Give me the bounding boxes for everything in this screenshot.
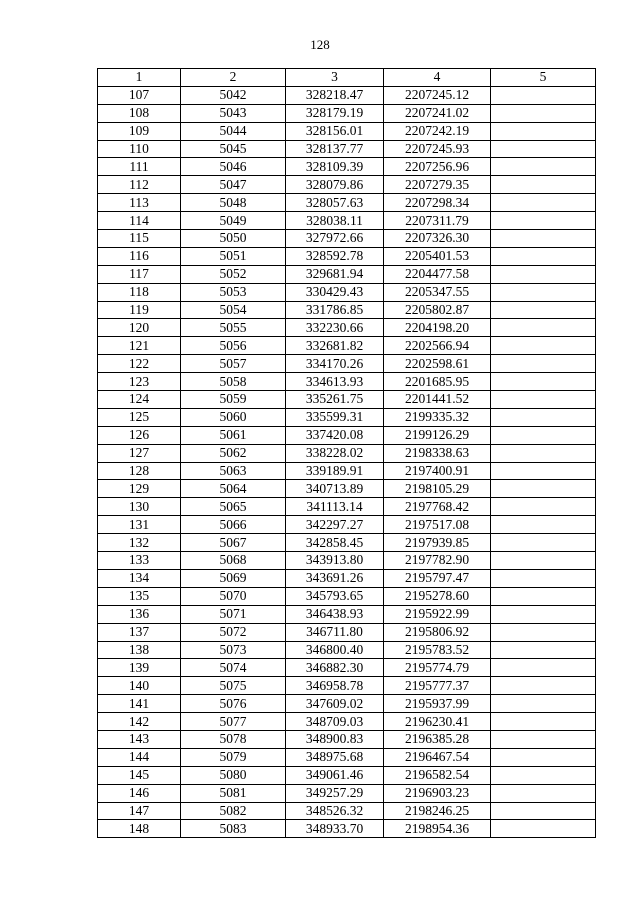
table-cell: 5063 (181, 462, 286, 480)
table-cell: 5052 (181, 265, 286, 283)
table-row (98, 283, 596, 301)
table-cell (491, 212, 596, 230)
table-cell: 2207245.93 (384, 140, 491, 158)
table-cell: 348709.03 (286, 713, 384, 731)
table-cell: 113 (98, 194, 181, 212)
table-cell: 107 (98, 86, 181, 104)
table-cell: 131 (98, 516, 181, 534)
table-cell: 2202598.61 (384, 355, 491, 373)
table-cell: 5069 (181, 569, 286, 587)
table-cell: 2199126.29 (384, 426, 491, 444)
table-cell: 2207298.34 (384, 194, 491, 212)
table-cell: 335599.31 (286, 408, 384, 426)
table-row (98, 247, 596, 265)
table-cell: 2196467.54 (384, 748, 491, 766)
table-cell (491, 373, 596, 391)
table-cell: 5046 (181, 158, 286, 176)
table-cell: 2195783.52 (384, 641, 491, 659)
table-cell: 2202566.94 (384, 337, 491, 355)
table-cell: 5072 (181, 623, 286, 641)
table-cell: 2196385.28 (384, 730, 491, 748)
table-cell: 328057.63 (286, 194, 384, 212)
table-cell: 5062 (181, 444, 286, 462)
table-cell: 109 (98, 122, 181, 140)
table-cell: 5082 (181, 802, 286, 820)
table-cell (491, 784, 596, 802)
table-cell: 330429.43 (286, 283, 384, 301)
table-cell: 2201441.52 (384, 391, 491, 409)
table-cell: 5079 (181, 748, 286, 766)
table-cell: 137 (98, 623, 181, 641)
table-cell: 343691.26 (286, 569, 384, 587)
table-cell: 2195774.79 (384, 659, 491, 677)
table-cell: 2195278.60 (384, 587, 491, 605)
table-cell: 2201685.95 (384, 373, 491, 391)
table-cell: 349257.29 (286, 784, 384, 802)
table-row (98, 230, 596, 248)
table-row (98, 802, 596, 820)
table-cell: 108 (98, 104, 181, 122)
table-row (98, 820, 596, 838)
table-cell: 2195777.37 (384, 677, 491, 695)
table-row (98, 194, 596, 212)
table-cell: 2197768.42 (384, 498, 491, 516)
table-row (98, 158, 596, 176)
table-row (98, 373, 596, 391)
table-cell: 111 (98, 158, 181, 176)
table-cell: 146 (98, 784, 181, 802)
table-cell: 2196582.54 (384, 766, 491, 784)
table-cell: 2204198.20 (384, 319, 491, 337)
table-cell: 2205401.53 (384, 247, 491, 265)
table-cell (491, 319, 596, 337)
table-cell (491, 426, 596, 444)
table-row (98, 319, 596, 337)
table-row (98, 391, 596, 409)
table-cell: 120 (98, 319, 181, 337)
table-cell: 2198954.36 (384, 820, 491, 838)
table-cell: 2204477.58 (384, 265, 491, 283)
table-row (98, 534, 596, 552)
table-cell: 5073 (181, 641, 286, 659)
table-cell: 2196903.23 (384, 784, 491, 802)
table-cell: 335261.75 (286, 391, 384, 409)
table-cell: 134 (98, 569, 181, 587)
table-cell: 346800.40 (286, 641, 384, 659)
table-cell: 119 (98, 301, 181, 319)
table-cell: 5054 (181, 301, 286, 319)
table-cell (491, 230, 596, 248)
table-cell: 349061.46 (286, 766, 384, 784)
table-cell: 5051 (181, 247, 286, 265)
table-row (98, 516, 596, 534)
table-cell: 5077 (181, 713, 286, 731)
table-cell: 5043 (181, 104, 286, 122)
table-row (98, 641, 596, 659)
table-cell: 112 (98, 176, 181, 194)
table-row (98, 355, 596, 373)
table-cell: 5083 (181, 820, 286, 838)
table-cell: 5078 (181, 730, 286, 748)
table-cell: 343913.80 (286, 552, 384, 570)
table-cell (491, 462, 596, 480)
table-cell: 341113.14 (286, 498, 384, 516)
table-cell (491, 104, 596, 122)
table-cell: 5059 (181, 391, 286, 409)
table-cell: 2199335.32 (384, 408, 491, 426)
table-cell: 139 (98, 659, 181, 677)
table-cell (491, 498, 596, 516)
table-cell: 346711.80 (286, 623, 384, 641)
table-cell: 2196230.41 (384, 713, 491, 731)
table-cell: 346958.78 (286, 677, 384, 695)
table-cell: 2207326.30 (384, 230, 491, 248)
table-cell: 121 (98, 337, 181, 355)
table-cell: 2205347.55 (384, 283, 491, 301)
table-cell: 346882.30 (286, 659, 384, 677)
column-header: 4 (384, 69, 491, 87)
table-cell (491, 247, 596, 265)
table-cell: 342858.45 (286, 534, 384, 552)
table-row (98, 408, 596, 426)
table-cell: 115 (98, 230, 181, 248)
table-cell: 345793.65 (286, 587, 384, 605)
table-cell (491, 283, 596, 301)
table-cell: 133 (98, 552, 181, 570)
table-cell (491, 641, 596, 659)
table-cell (491, 820, 596, 838)
table-cell: 2207256.96 (384, 158, 491, 176)
table-cell (491, 713, 596, 731)
table-row (98, 659, 596, 677)
table-cell: 334170.26 (286, 355, 384, 373)
table-cell: 5067 (181, 534, 286, 552)
table-cell: 348933.70 (286, 820, 384, 838)
table-row (98, 587, 596, 605)
table-cell: 2195806.92 (384, 623, 491, 641)
table-cell: 5061 (181, 426, 286, 444)
table-cell: 342297.27 (286, 516, 384, 534)
table-cell: 5060 (181, 408, 286, 426)
table-cell: 114 (98, 212, 181, 230)
table-row (98, 695, 596, 713)
table-cell (491, 677, 596, 695)
table-cell: 347609.02 (286, 695, 384, 713)
table-cell: 340713.89 (286, 480, 384, 498)
table-cell: 328038.11 (286, 212, 384, 230)
table-row (98, 784, 596, 802)
table-cell (491, 408, 596, 426)
table-cell: 148 (98, 820, 181, 838)
table-body (98, 86, 596, 837)
table-cell: 141 (98, 695, 181, 713)
table-cell: 2197517.08 (384, 516, 491, 534)
table-cell: 5076 (181, 695, 286, 713)
table-cell: 5070 (181, 587, 286, 605)
table-row (98, 498, 596, 516)
table-cell: 5064 (181, 480, 286, 498)
table-row (98, 462, 596, 480)
table-cell: 328218.47 (286, 86, 384, 104)
table-cell: 5047 (181, 176, 286, 194)
table-cell: 125 (98, 408, 181, 426)
table-row (98, 623, 596, 641)
table-cell: 2197782.90 (384, 552, 491, 570)
table-cell: 2197400.91 (384, 462, 491, 480)
table-cell: 2195797.47 (384, 569, 491, 587)
table-cell: 127 (98, 444, 181, 462)
table-cell: 329681.94 (286, 265, 384, 283)
table-cell: 5066 (181, 516, 286, 534)
table-cell: 5056 (181, 337, 286, 355)
table-cell: 5055 (181, 319, 286, 337)
table-row (98, 212, 596, 230)
table-cell (491, 730, 596, 748)
table-row (98, 480, 596, 498)
table-cell (491, 802, 596, 820)
table-cell: 2195922.99 (384, 605, 491, 623)
table-cell: 147 (98, 802, 181, 820)
table-cell: 328179.19 (286, 104, 384, 122)
column-header: 3 (286, 69, 384, 87)
table-cell (491, 766, 596, 784)
table-cell (491, 86, 596, 104)
table-cell: 2207241.02 (384, 104, 491, 122)
table-row (98, 569, 596, 587)
table-row (98, 104, 596, 122)
table-cell: 140 (98, 677, 181, 695)
table-cell (491, 587, 596, 605)
table-cell: 5058 (181, 373, 286, 391)
table-cell: 5048 (181, 194, 286, 212)
table-cell: 5080 (181, 766, 286, 784)
table-row (98, 605, 596, 623)
table-cell: 132 (98, 534, 181, 552)
table-cell: 5071 (181, 605, 286, 623)
table-cell (491, 140, 596, 158)
table-cell (491, 194, 596, 212)
table-cell: 334613.93 (286, 373, 384, 391)
table-cell (491, 534, 596, 552)
table-cell: 328592.78 (286, 247, 384, 265)
table-cell: 5075 (181, 677, 286, 695)
table-cell: 2198246.25 (384, 802, 491, 820)
table-row (98, 337, 596, 355)
table-cell (491, 444, 596, 462)
table-row (98, 677, 596, 695)
table-cell: 5049 (181, 212, 286, 230)
table-cell: 118 (98, 283, 181, 301)
table-cell: 129 (98, 480, 181, 498)
table-cell: 130 (98, 498, 181, 516)
table-cell: 348526.32 (286, 802, 384, 820)
table-cell (491, 122, 596, 140)
table-cell: 2207242.19 (384, 122, 491, 140)
column-header: 1 (98, 69, 181, 87)
column-header: 2 (181, 69, 286, 87)
table-cell (491, 516, 596, 534)
table-cell: 136 (98, 605, 181, 623)
table-cell: 337420.08 (286, 426, 384, 444)
table-row (98, 748, 596, 766)
table-row (98, 766, 596, 784)
table-cell: 328137.77 (286, 140, 384, 158)
table-cell: 328079.86 (286, 176, 384, 194)
table-cell: 2198338.63 (384, 444, 491, 462)
table-cell: 5053 (181, 283, 286, 301)
table-cell (491, 355, 596, 373)
table-row (98, 552, 596, 570)
table-row (98, 730, 596, 748)
table-cell: 124 (98, 391, 181, 409)
table-cell (491, 480, 596, 498)
table-cell: 128 (98, 462, 181, 480)
table-cell: 117 (98, 265, 181, 283)
table-cell: 328156.01 (286, 122, 384, 140)
table-row (98, 140, 596, 158)
table-cell: 332681.82 (286, 337, 384, 355)
table-cell: 5068 (181, 552, 286, 570)
table-cell: 145 (98, 766, 181, 784)
table-row (98, 86, 596, 104)
table-cell: 5042 (181, 86, 286, 104)
coordinates-table (97, 68, 596, 838)
table-cell: 5044 (181, 122, 286, 140)
table-cell: 126 (98, 426, 181, 444)
table-cell: 332230.66 (286, 319, 384, 337)
table-row (98, 444, 596, 462)
table-cell: 143 (98, 730, 181, 748)
table-row (98, 426, 596, 444)
table-cell: 5057 (181, 355, 286, 373)
table-cell: 5050 (181, 230, 286, 248)
table-cell: 327972.66 (286, 230, 384, 248)
table-cell: 2195937.99 (384, 695, 491, 713)
table-cell: 331786.85 (286, 301, 384, 319)
table-cell: 142 (98, 713, 181, 731)
table-row (98, 713, 596, 731)
table-cell: 2197939.85 (384, 534, 491, 552)
table-cell: 5081 (181, 784, 286, 802)
table-cell: 5074 (181, 659, 286, 677)
table-cell: 339189.91 (286, 462, 384, 480)
column-header: 5 (491, 69, 596, 87)
table-cell: 144 (98, 748, 181, 766)
table-cell: 122 (98, 355, 181, 373)
table-cell: 135 (98, 587, 181, 605)
table-cell: 2205802.87 (384, 301, 491, 319)
table-cell: 5045 (181, 140, 286, 158)
table-cell: 123 (98, 373, 181, 391)
page-number: 128 (310, 37, 330, 52)
table-row (98, 122, 596, 140)
table-header-row (98, 69, 596, 87)
table-cell (491, 301, 596, 319)
table-cell (491, 265, 596, 283)
table-cell: 110 (98, 140, 181, 158)
table-cell: 138 (98, 641, 181, 659)
table-cell: 348900.83 (286, 730, 384, 748)
table-cell: 2198105.29 (384, 480, 491, 498)
table-cell: 116 (98, 247, 181, 265)
table-cell (491, 552, 596, 570)
table-cell: 338228.02 (286, 444, 384, 462)
table-cell (491, 569, 596, 587)
table-cell (491, 623, 596, 641)
table-cell: 348975.68 (286, 748, 384, 766)
table-cell (491, 176, 596, 194)
table-cell: 328109.39 (286, 158, 384, 176)
table-cell: 2207311.79 (384, 212, 491, 230)
table-cell (491, 605, 596, 623)
table-cell: 2207245.12 (384, 86, 491, 104)
table-cell (491, 748, 596, 766)
table-cell (491, 659, 596, 677)
table-cell (491, 695, 596, 713)
table-cell: 2207279.35 (384, 176, 491, 194)
table-cell: 346438.93 (286, 605, 384, 623)
table-row (98, 265, 596, 283)
table-cell (491, 391, 596, 409)
table-row (98, 301, 596, 319)
table-row (98, 176, 596, 194)
table-cell (491, 158, 596, 176)
table-cell (491, 337, 596, 355)
table-cell: 5065 (181, 498, 286, 516)
